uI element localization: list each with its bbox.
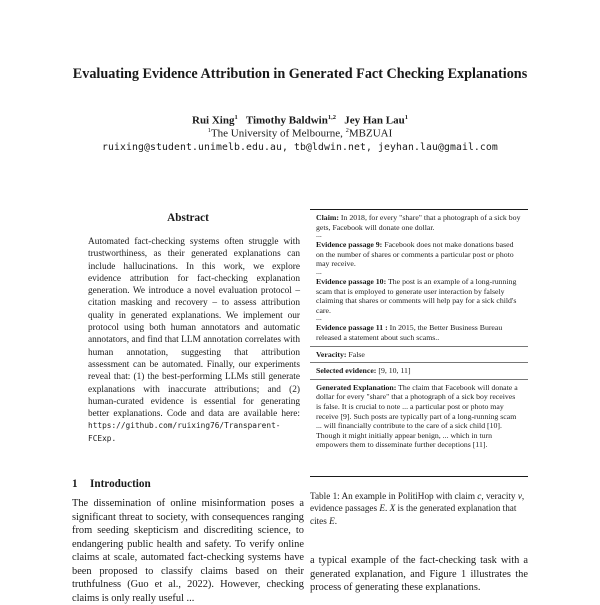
caption-text: .	[334, 515, 338, 526]
selected-evidence-value: [9, 10, 11]	[376, 366, 411, 376]
explanation-text: The claim that Facebook will donate a dollar for every "share" that a photograph of a sick boy receives is false. It is crucial to note ... a particular post or photo may receive [9]. Such posts are typically part of a long-running scam ... will financially contribute to the care of a sick child [10]. Though it might initially appear benign, ... which in turn empowers them to disseminate further deceptions [11].	[316, 382, 518, 450]
table-cell-explanation	[310, 380, 528, 453]
section-title: Introduction	[90, 478, 151, 490]
caption-text: , evidence passages	[310, 491, 525, 514]
table-cell-selected-evidence	[310, 363, 528, 380]
author-name: Rui Xing	[192, 114, 235, 127]
caption-var: c	[477, 491, 482, 501]
evidence-label: Evidence passage 11 :	[316, 323, 388, 333]
section-number: 1	[72, 478, 78, 490]
affiliation-mark: 1	[207, 127, 211, 134]
affiliation-mark: 2	[345, 127, 349, 134]
selected-evidence-label: Selected evidence:	[316, 366, 377, 376]
abstract-text: Automated fact-checking systems often struggle with trustworthiness, as their generated explanations can include hallucinations. In this work, we explore evidence attribution for fact-checking explanation generation. We introduce a novel evaluation protocol – citation masking and recovery – to assess attribution quality in generated explanations. We implement our protocol using both human annotators and automatic annotators, and find that LLM annotation correlates with human annotation, suggesting that attribution assessment can be automated. Finally, our experiments reveal that: (1) the best-performing LLMs still generate explanations with inaccurate attributions; and (2) human-curated evidence is essential for generating better explanations. Code and data are available here:	[88, 237, 300, 420]
claim-text: In 2018, for every "share" that a photograph of a sick boy gets, Facebook will donate one dollar.	[316, 213, 521, 232]
author-name: Timothy Baldwin	[245, 114, 328, 127]
table-caption	[310, 490, 528, 527]
veracity-value: False	[346, 349, 365, 359]
veracity-label: Veracity:	[316, 349, 347, 359]
author-affiliation-mark: 1	[234, 114, 238, 121]
evidence-text: In 2015, the Better Business Bureau released a statement about such scams..	[316, 323, 503, 342]
code-link[interactable]: https://github.com/ruixing76/Transparent-FCExp.	[88, 421, 281, 443]
abstract-body	[88, 236, 300, 445]
author-name: Jey Han Lau	[344, 114, 405, 127]
caption-text: Table 1: An example in PolitiHop with claim	[310, 491, 478, 501]
affiliations	[0, 127, 600, 140]
caption-text: is the generated explanation that cites	[310, 503, 517, 526]
caption-var: X	[389, 503, 396, 514]
paper-title: Evaluating Evidence Attribution in Generated Fact Checking Explanations	[72, 66, 528, 82]
author-affiliation-mark: 1,2	[327, 114, 336, 121]
ellipsis: ...	[316, 313, 322, 323]
affiliation-text: The University of Melbourne,	[210, 127, 346, 140]
table-cell-veracity	[310, 347, 528, 364]
explanation-label: Generated Explanation:	[316, 382, 397, 392]
caption-var: E	[329, 515, 335, 526]
example-table	[310, 209, 528, 477]
right-column-body: a typical example of the fact-checking task with a generated explanation, and Figure 1 illustrates the process of generating these explanations.	[310, 555, 528, 593]
caption-text: , veracity	[481, 491, 518, 501]
affiliation-text: MBZUAI	[348, 127, 393, 140]
evidence-label: Evidence passage 9:	[316, 240, 383, 250]
introduction-body: The dissemination of online misinformation poses a significant threat to society, with consequences ranging from seeding skepticism and discrediting science, to endangering public health and safety. To verify online claims at scale, automated fact-checking systems have been proposed to classify claims based on their truthfulness (Guo et al., 2022). However, checking claims is only really useful ...	[72, 498, 304, 604]
author-emails: ruixing@student.unimelb.edu.au, tb@ldwin.net, jeyhan.lau@gmail.com	[102, 142, 498, 153]
evidence-text: The post is an example of a long-running scam that is employed to generate user interaction by falsely claiming that shares or comments will help pay for a sick child's care.	[316, 276, 517, 315]
caption-text: .	[385, 503, 390, 514]
author-affiliation-mark: 1	[404, 114, 408, 121]
evidence-text: Facebook does not make donations based on the number of shares or comments a particular post or photo may receive.	[316, 240, 514, 269]
caption-var: v	[517, 491, 522, 501]
section-heading-introduction	[72, 478, 151, 490]
caption-var: E	[379, 503, 386, 514]
ellipsis: ...	[316, 230, 322, 240]
claim-label: Claim:	[316, 213, 339, 222]
table-cell-claim	[310, 210, 528, 347]
ellipsis: ...	[316, 266, 322, 276]
abstract-heading: Abstract	[167, 212, 209, 224]
evidence-label: Evidence passage 10:	[316, 276, 387, 286]
author-list	[0, 114, 600, 127]
